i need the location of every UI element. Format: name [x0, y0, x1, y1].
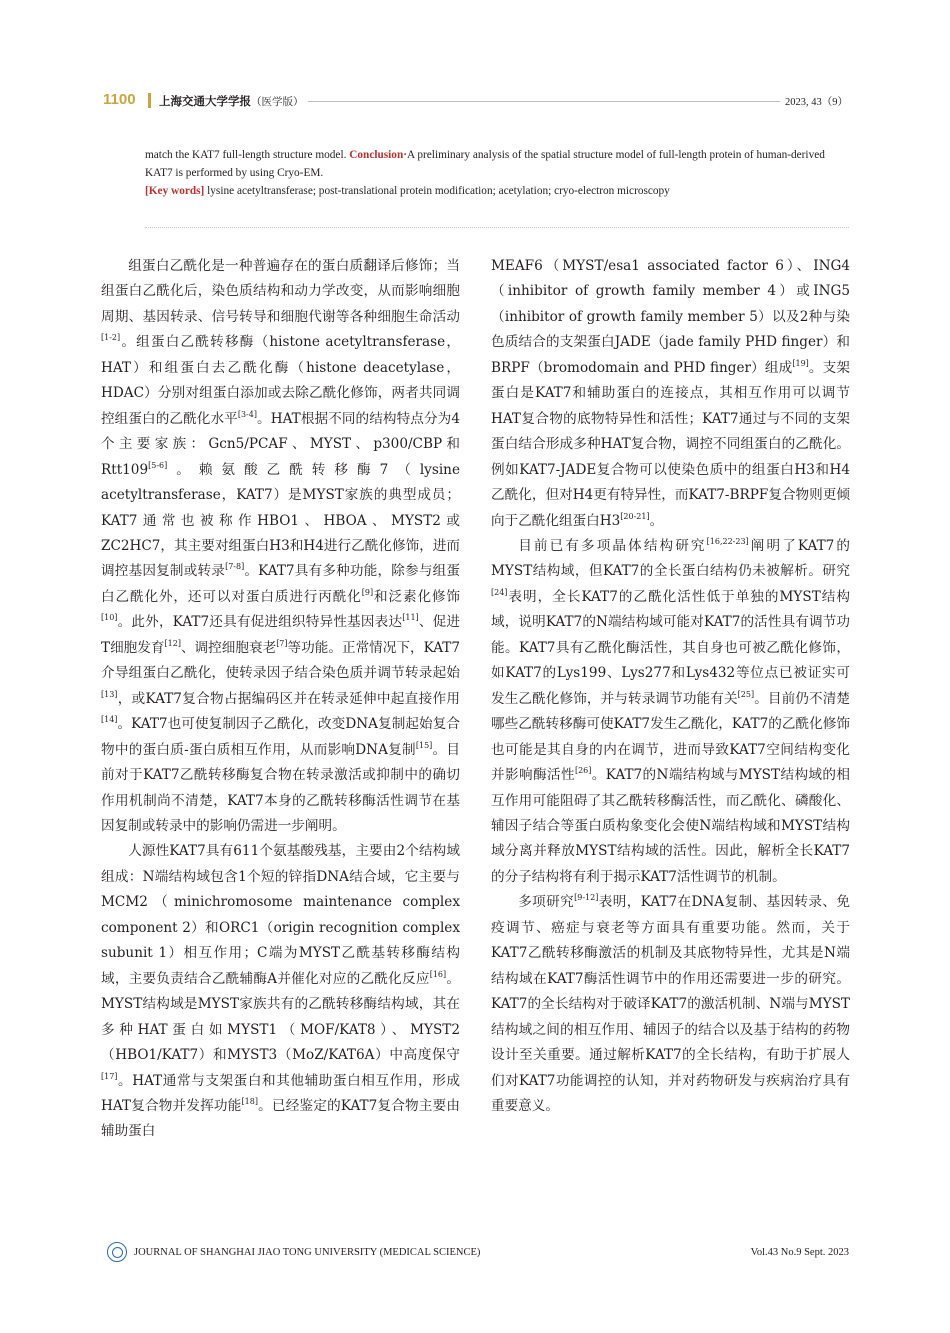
university-seal-icon [107, 1242, 127, 1262]
citation: [7] [276, 638, 288, 648]
header-separator-bar [148, 93, 151, 108]
footer-volume: Vol.43 No.9 Sept. 2023 [750, 1247, 849, 1258]
conclusion-label: Conclusion [349, 149, 404, 161]
body-text: 表明，全长KAT7的乙酰化活性低于单独的MYST结构域，说明KAT7的N端结构域可能对KAT7的活性具有调节功能。KAT7具有乙酰化酶活性，其自身也可被乙酰化修饰，如KAT7的Lys199、Lys277和Lys432等位点已被证实可发生乙酰化修饰，并与转录调节功能有关 [491, 588, 850, 707]
footer-journal-name: JOURNAL OF SHANGHAI JIAO TONG UNIVERSITY (MEDICAL SCIENCE) [134, 1247, 481, 1258]
citation: [26] [574, 766, 592, 776]
body-text: 。KAT7也可使复制因子乙酰化，改变DNA复制起始复合物中的蛋白质-蛋白质相互作用，从而影响DNA复制 [101, 716, 460, 758]
page-number: 1100 [103, 91, 136, 108]
citation: [18] [241, 1096, 258, 1106]
body-text: ，或KAT7复合物占据编码区并在转录延伸中起直接作用 [117, 690, 460, 707]
body-text: 多项研究 [518, 894, 575, 911]
citation: [9-12] [574, 893, 599, 903]
paragraph [101, 839, 460, 1144]
section-divider [145, 227, 849, 228]
volume-issue: 2023, 43（9） [785, 97, 848, 108]
body-text: 、促进T细胞发育 [101, 614, 460, 656]
citation: [20-21] [620, 511, 650, 521]
abstract-text [145, 146, 849, 182]
body-text: 。支架蛋白是KAT7和辅助蛋白的连接点，其相互作用可以调节HAT复合物的底物特异性和活性；KAT7通过与不同的支架蛋白结合形成多种HAT复合物，调控不同组蛋白的乙酰化。例如KAT7-JADE复合物可以使染色质中的组蛋白H3和H4乙酰化，但对H4更有特异性，而KAT7-BRPF复合物则更倾向于乙酰化组蛋白H3 [491, 359, 850, 529]
body-text: 。组蛋白乙酰转移酶（histone acetyltransferase，HAT）和组蛋白去乙酰化酶（histone deacetylase，HDAC）分别对组蛋白添加或去除乙酰化修饰，两者共同调控组蛋白的乙酰化水平 [101, 334, 460, 427]
body-text: 。HAT通常与支架蛋白和其他辅助蛋白相互作用，形成HAT复合物并发挥功能 [101, 1072, 460, 1114]
body-text: 。目前仍不清楚哪些乙酰转移酶可使KAT7发生乙酰化，KAT7的乙酰化修饰也可能是其自身的内在调节，进而导致KAT7空间结构变化并影响酶活性 [491, 690, 850, 784]
body-text: 。HAT根据不同的结构特点分为4个主要家族：Gcn5/PCAF、MYST、p300/CBP和Rtt109 [101, 410, 460, 478]
running-footer [107, 1242, 849, 1266]
citation: [13] [101, 689, 118, 699]
body-text: 等功能。正常情况下，KAT7介导组蛋白乙酰化，使转录因子结合染色质并调节转录起始 [101, 639, 460, 682]
citation: [9] [361, 587, 374, 597]
journal-title-subtitle: （医学版） [251, 96, 304, 108]
abstract-line: match the KAT7 full-length structure model. [145, 149, 350, 161]
citation: [3-4] [237, 409, 257, 419]
conclusion-separator: · [403, 149, 408, 161]
body-text: 。此外，KAT7还具有促进组织特异性基因表达 [117, 614, 403, 631]
citation: [10] [101, 613, 118, 623]
body-text: 和泛素化修饰 [373, 588, 461, 605]
seal-inner-ring [112, 1247, 123, 1258]
citation: [14] [101, 715, 118, 725]
body-text: 。已经鉴定的KAT7复合物主要由辅助蛋白 [101, 1097, 460, 1140]
body-text: 目前已有多项晶体结构研究 [518, 537, 707, 554]
keywords-label: [Key words] [145, 185, 205, 197]
body-text: 组蛋白乙酰化是一种普遍存在的蛋白质翻译后修饰；当组蛋白乙酰化后，染色质结构和动力学改变，从而影响细胞周期、基因转录、信号转导和细胞代谢等各种细胞生命活动 [101, 258, 460, 325]
journal-title [159, 93, 304, 109]
citation: [15] [415, 740, 433, 750]
citation: [1-2] [101, 333, 121, 343]
citation: [7-8] [225, 562, 245, 572]
citation: [12] [164, 638, 181, 648]
english-abstract [145, 146, 849, 200]
citation: [16,22-23] [706, 536, 749, 546]
citation: [5-6] [148, 460, 168, 470]
body-text: MEAF6（MYST/esa1 associated factor 6）、ING4（inhibitor of growth family member 4）或ING5（inhibitor of growth family member 5）以及2种与染色质结合的支架蛋白JADE（jade family PHD finger）和BRPF（bromodomain and PHD finger）组成 [491, 258, 850, 376]
keywords-text: lysine acetyltransferase; post-translational protein modification; acetylation; cryo-electron microscopy [204, 185, 670, 197]
citation: [17] [101, 1071, 118, 1081]
body-text: 阐明了KAT7的MYST结构域，但KAT7的全长蛋白结构仍未被解析。研究 [491, 537, 850, 580]
body-text: 。 [649, 512, 664, 529]
paragraph-continued [491, 254, 850, 534]
paragraph [491, 890, 850, 1119]
paragraph [491, 534, 850, 890]
header-rule [308, 101, 780, 102]
body-text: 。目前对于KAT7乙酰转移酶复合物在转录激活或抑制中的确切作用机制尚不清楚，KAT7本身的乙酰转移酶活性调节在基因复制或转录中的影响仍需进一步阐明。 [101, 741, 461, 834]
citation: [19] [792, 358, 809, 368]
paragraph [101, 254, 460, 839]
body-text: 。MYST结构域是MYST家族共有的乙酰转移酶结构域，其在多种HAT蛋白如MYST1（MOF/KAT8）、MYST2（HBO1/KAT7）和MYST3（MoZ/KAT6A）中高度保守 [101, 970, 460, 1064]
citation: [25] [737, 689, 755, 699]
conclusion-text: A preliminary analysis of the spatial structure model of full-length protein of human-derived KAT7 is performed by using Cryo-EM. [145, 149, 825, 179]
running-header [103, 91, 848, 111]
body-text: 。KAT7的N端结构域与MYST结构域的相互作用可能阻碍了其乙酰转移酶活性，而乙酰化、磷酸化、辅因子结合等蛋白质构象变化会使N端结构域和MYST结构域分离并释放MYST结构域的活性。因此，解析全长KAT7的分子结构将有利于揭示KAT7活性调节的机制。 [491, 767, 851, 885]
body-text: 、调控细胞衰老 [180, 639, 277, 656]
journal-title-main: 上海交通大学学报 [159, 94, 251, 108]
body-text: 表明，KAT7在DNA复制、基因转录、免疫调节、癌症与衰老等方面具有重要功能。然而，关于KAT7乙酰转移酶激活的机制及其底物特异性，尤其是N端结构域在KAT7酶活性调节中的作用还需要进一步的研究。KAT7的全长结构对于破译KAT7的激活机制、N端与MYST结构域之间的相互作用、辅因子的结合以及基于结构的药物设计至关重要。通过解析KAT7的全长结构，有助于扩展人们对KAT7功能调控的认知，并对药物研发与疾病治疗具有重要意义。 [491, 894, 850, 1114]
body-column-left [101, 254, 460, 1145]
body-column-right [491, 254, 850, 1119]
keywords [145, 182, 849, 200]
citation: [11] [402, 613, 419, 623]
body-text: 。赖氨酸乙酰转移酶7（lysine acetyltransferase，KAT7）是MYST家族的典型成员；KAT7通常也被称作HBO1、HBOA、MYST2或ZC2HC7，其主要对组蛋白H3和H4进行乙酰化修饰，进而调控基因复制或转录 [101, 461, 460, 580]
citation: [24] [491, 587, 508, 597]
body-text: 。KAT7具有多种功能，除参与组蛋白乙酰化外，还可以对蛋白质进行丙酰化 [101, 563, 460, 605]
body-text: 人源性KAT7具有611个氨基酸残基，主要由2个结构域组成：N端结构域包含1个短的锌指DNA结合域，它主要与MCM2（minichromosome maintenance complex component 2）和ORC1（origin recognition complex subunit 1）相互作用；C端为MYST乙酰基转移酶结构域，主要负责结合乙酰辅酶A并催化对应的乙酰化反应 [101, 843, 460, 987]
citation: [16] [429, 969, 447, 979]
